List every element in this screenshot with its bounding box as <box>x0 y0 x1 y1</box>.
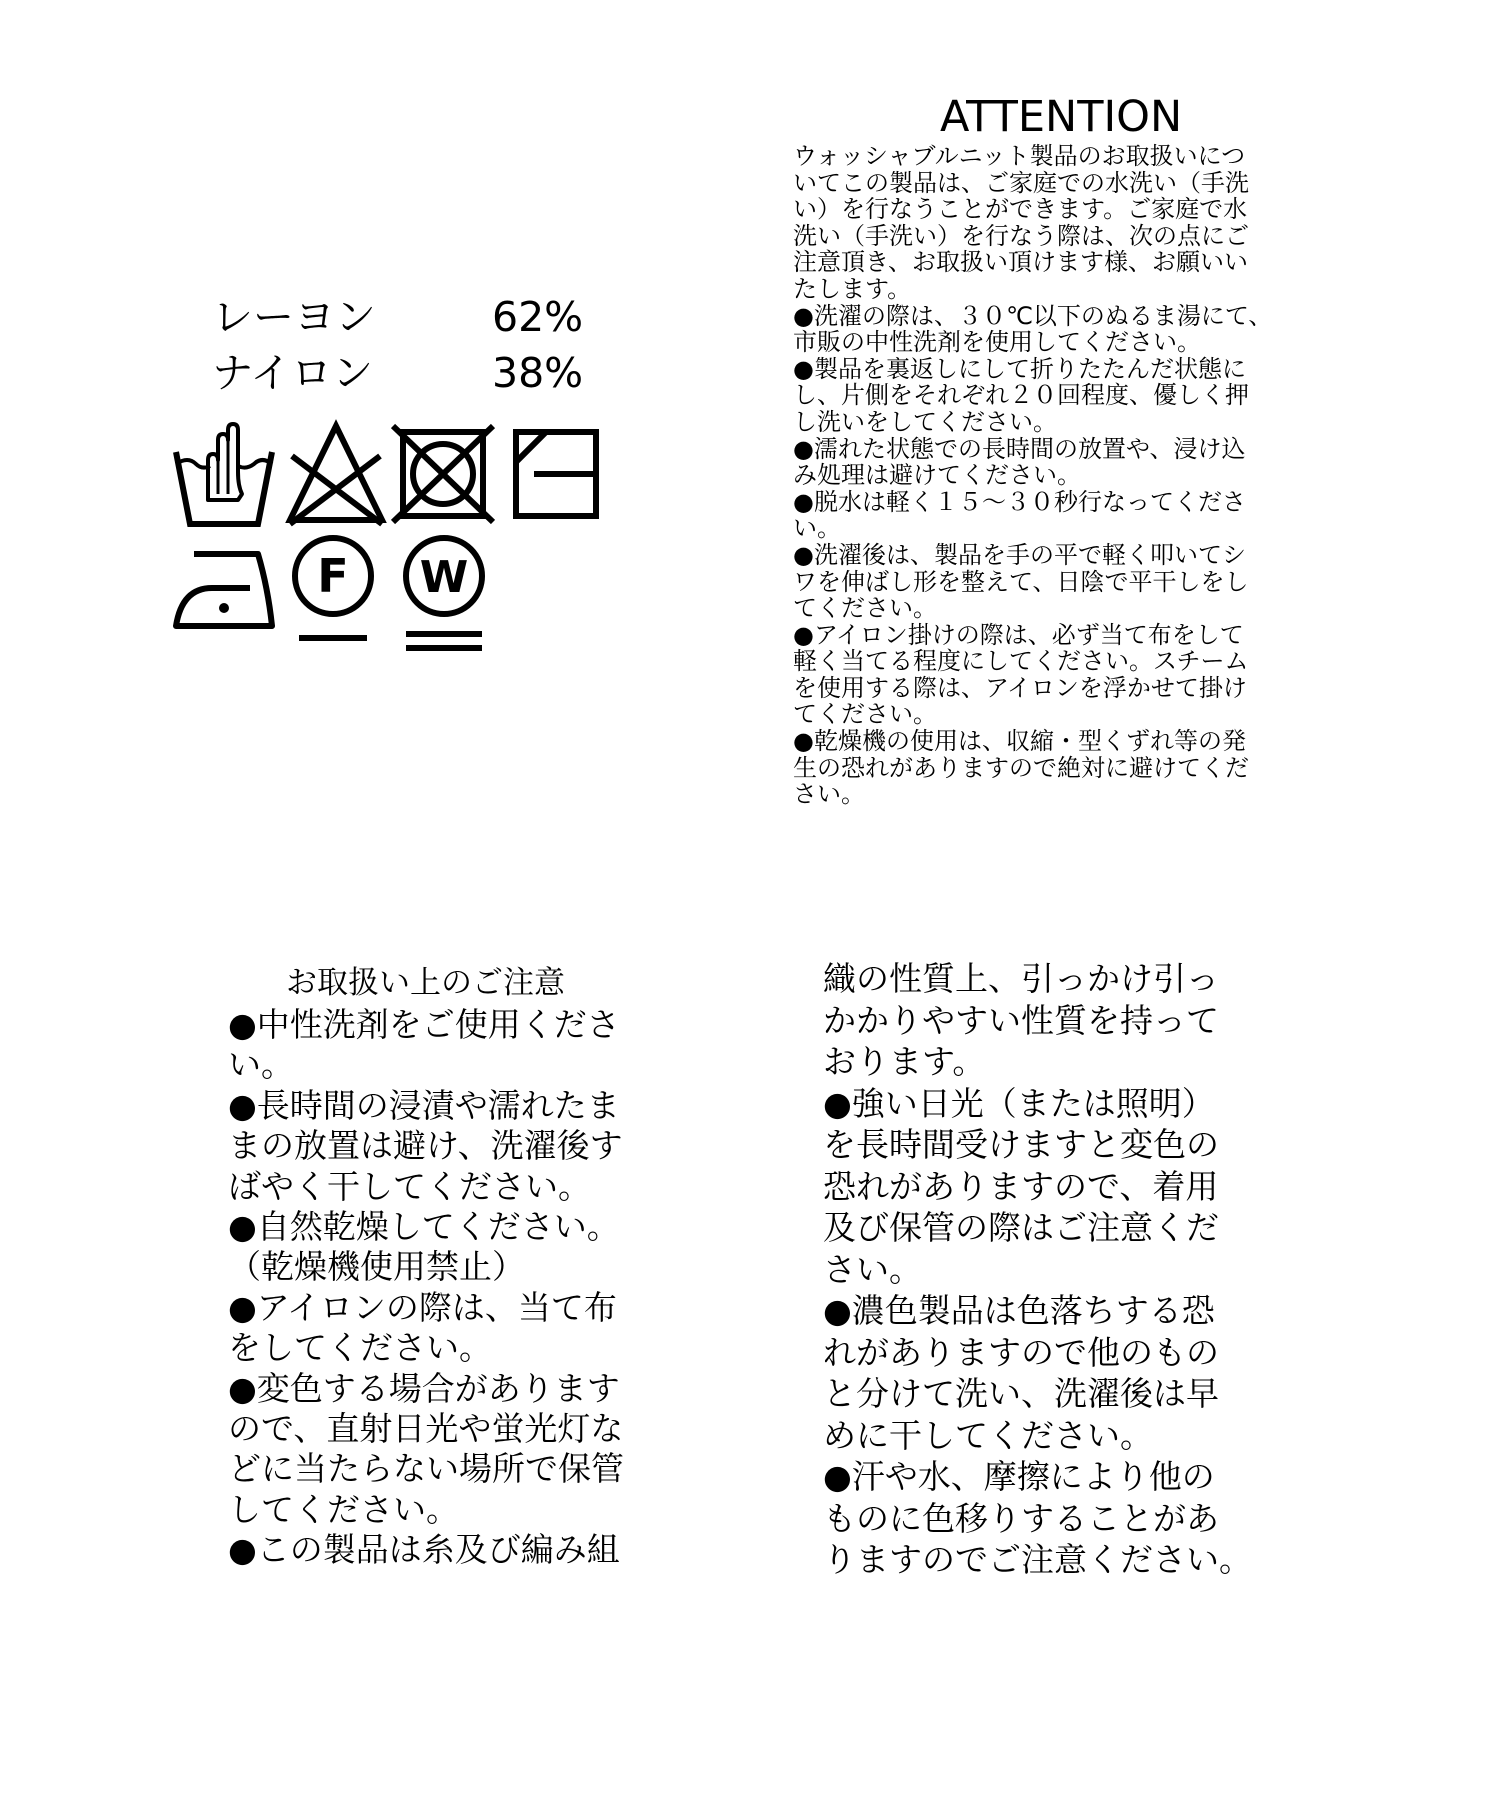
material-name: レーヨン <box>212 293 376 341</box>
material-name: ナイロン <box>212 349 374 397</box>
material-percent: 62% <box>492 293 584 341</box>
dry-flat-shade-icon <box>512 428 600 520</box>
no-bleach-icon <box>286 420 386 524</box>
material-percent: 38% <box>492 349 584 397</box>
caution-continued-text: 織の性質上、引っかけ引っ かかりやすい性質を持って おります。 ●強い日光（または照明） を長時間受けますと変色の 恐れがありますので、着用 及び保管の際はご注意くだ さい。 ●濃色製品は色落ちする恐 れがありますので他のもの と分けて洗い、洗濯後は早 めに干してください。 ●汗や水、摩擦により他の ものに色移りすることがあ りますのでご注意ください。 <box>823 959 1252 1579</box>
caution-text: ●中性洗剤をご使用くださ い。 ●長時間の浸漬や濡れたま まの放置は避け、洗濯後す ばやく干してください。 ●自然乾燥してください。 （乾燥機使用禁止） ●アイロンの際は、当て布 をしてください。 ●変色する場合があります ので、直射日光や蛍光灯な どに当たらない場所で保管 してください。 ●この製品は糸及び編み組 <box>228 1005 624 1570</box>
composition-row <box>212 293 584 341</box>
caution-title: お取扱い上のご注意 <box>286 965 565 1001</box>
dry-clean-f-icon <box>291 534 375 644</box>
attention-title: ATTENTION <box>940 92 1183 142</box>
dry-clean-letter: F <box>317 549 349 603</box>
wet-clean-letter: W <box>419 552 469 603</box>
attention-text: ウォッシャブルニット製品のお取扱いにつ いてこの製品は、ご家庭での水洗い（手洗 い）を行なうことができます。ご家庭で水 洗い（手洗い）を行なう際は、次の点にご 注意頂き、お取扱い頂けます様、お願いい たします。 ●洗濯の際は、３０℃以下のぬるま湯にて、 市販の中性洗剤を使用してください。 ●製品を裏返しにして折りたたんだ状態に し、片側をそれぞれ２０回程度、優しく押 し洗いをしてください。 ●濡れた状態での長時間の放置や、浸け込 み処理は避けてください。 ●脱水は軽く１５～３０秒行なってくださ い。 ●洗濯後は、製品を手の平で軽く叩いてシ ワを伸ばし形を整えて、日陰で平干しをし てください。 ●アイロン掛けの際は、必ず当て布をして 軽く当てる程度にしてください。スチーム を使用する際は、アイロンを浮かせて掛け てください。 ●乾燥機の使用は、収縮・型くずれ等の発 生の恐れがありますので絶対に避けてくだ さい。 <box>793 142 1273 809</box>
no-tumble-dry-icon <box>393 426 493 522</box>
iron-low-icon <box>172 548 278 632</box>
composition-row <box>212 349 584 397</box>
hand-wash-icon <box>172 420 276 528</box>
wet-clean-w-icon <box>400 534 488 652</box>
